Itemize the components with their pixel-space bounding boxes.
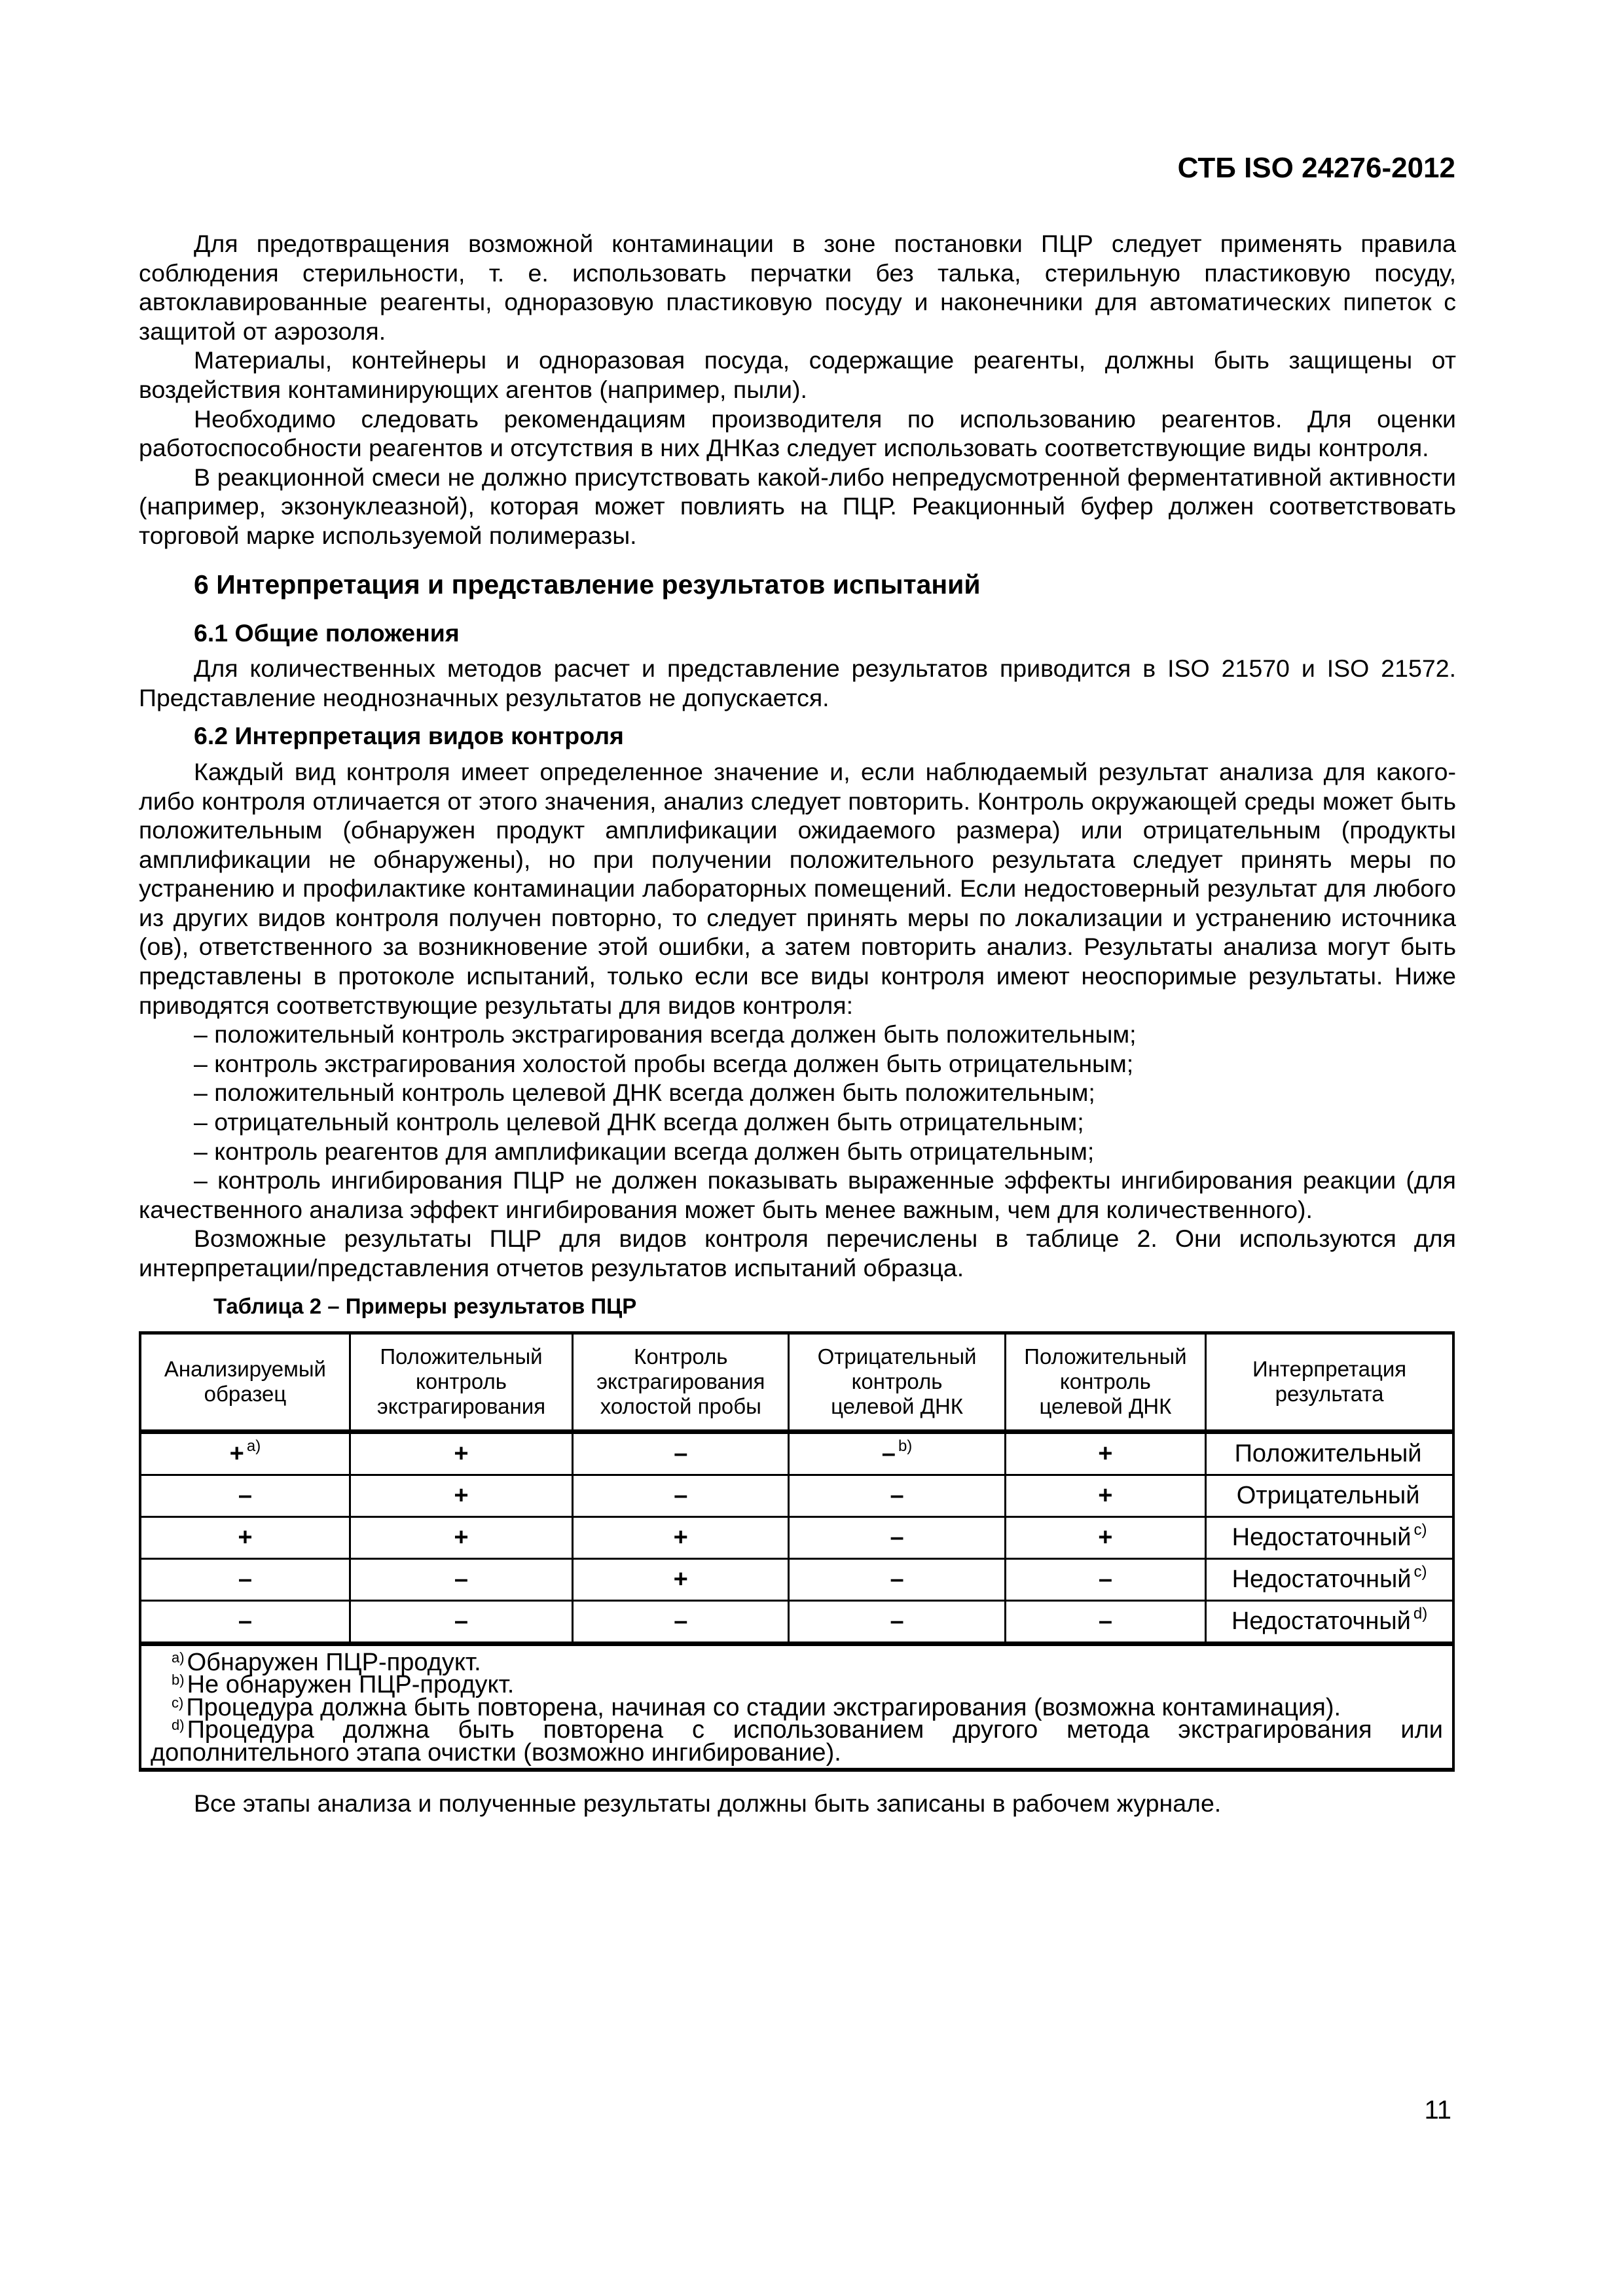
result-cell: –	[140, 1558, 350, 1600]
column-header: Положительный контроль экстрагирования	[350, 1333, 572, 1431]
result-cell: +	[140, 1516, 350, 1558]
footnote-mark: a)	[246, 1437, 261, 1456]
section-6-2-heading: 6.2 Интерпретация видов контроля	[194, 722, 624, 750]
result-cell: + $^{a)}$	[140, 1431, 350, 1475]
table-row	[140, 1600, 1453, 1643]
table-footnotes-row	[140, 1643, 1453, 1770]
result-cell: –	[350, 1558, 572, 1600]
result-cell: +	[1005, 1475, 1206, 1516]
result-cell: +	[573, 1516, 789, 1558]
result-cell: +	[573, 1558, 789, 1600]
footnote-mark: c)	[1413, 1563, 1427, 1581]
paragraph-contamination: Для предотвращения возможной контаминации в зоне постановки ПЦР следует применять правила соблюдения стерильности, т. е. использовать перчатки без талька, стерильную пластиковую посуду, автоклавированные реагенты, одноразовую пластиковую посуду и наконечники для автоматических пипеток с защитой от аэрозоля.	[139, 230, 1456, 345]
list-item: – положительный контроль экстрагирования всегда должен быть положительным;	[194, 1020, 1137, 1049]
result-cell: –	[140, 1600, 350, 1643]
table-row	[140, 1431, 1453, 1475]
column-header: Отрицательный контроль целевой ДНК	[789, 1333, 1005, 1431]
column-header: Анализируемый образец	[140, 1333, 350, 1431]
result-cell: –	[1005, 1558, 1206, 1600]
closing-text: Все этапы анализа и полученные результаты должны быть записаны в рабочем журнале.	[194, 1789, 1222, 1818]
column-header: Контроль экстрагирования холостой пробы	[573, 1333, 789, 1431]
footnote-mark: d)	[1413, 1605, 1428, 1623]
result-cell: +	[350, 1475, 572, 1516]
result-cell: –	[789, 1516, 1005, 1558]
result-cell: +	[1005, 1431, 1206, 1475]
standard-code-header: СТБ ISO 24276-2012	[1177, 152, 1455, 184]
result-cell: –	[573, 1475, 789, 1516]
footnote: $^{d)}$ Процедура должна быть повторена с использованием другого метода экстрагирования или дополнительного этапа очистки (возможно ингибирование).	[151, 1716, 1443, 1767]
footnote-mark: c)	[1413, 1521, 1427, 1539]
paragraph-reaction-mix: В реакционной смеси не должно присутствовать какой-либо непредусмотренной ферментативной активности (например, экзонуклеазной), которая может повлиять на ПЦР. Реакционный буфер должен соответствовать торговой марке используемой полимеразы.	[139, 463, 1456, 549]
result-cell: –	[789, 1600, 1005, 1643]
column-header: Интерпретация результата	[1206, 1333, 1453, 1431]
table-row	[140, 1558, 1453, 1600]
pcr-results-table	[139, 1331, 1455, 1772]
result-cell: –	[140, 1475, 350, 1516]
table-intro-text: Возможные результаты ПЦР для видов контроля перечислены в таблице 2. Они используются для интерпретации/представления отчетов результатов испытаний образца.	[139, 1225, 1456, 1282]
interpretation-cell: Положительный	[1206, 1431, 1453, 1475]
table-row	[140, 1475, 1453, 1516]
list-item: – контроль реагентов для амплификации всегда должен быть отрицательным;	[194, 1137, 1095, 1165]
result-cell: –	[1005, 1600, 1206, 1643]
control-requirements-list	[139, 1020, 1456, 1224]
column-header: Положительный контроль целевой ДНК	[1005, 1333, 1206, 1431]
result-cell: –	[573, 1431, 789, 1475]
result-cell: –	[789, 1558, 1005, 1600]
footnote: $^{c)}$ Процедура должна быть повторена, начиная со стадии экстрагирования (возможна контаминация).	[172, 1693, 1341, 1721]
page-content	[139, 229, 1456, 1818]
result-cell: – $^{b)}$	[789, 1431, 1005, 1475]
list-item: – отрицательный контроль целевой ДНК всегда должен быть отрицательным;	[194, 1108, 1084, 1136]
section-6-1-text: Для количественных методов расчет и представление результатов приводится в ISO 21570 и ISO 21572. Представление неоднозначных результатов не допускается.	[139, 655, 1456, 711]
list-item: – контроль экстрагирования холостой пробы всегда должен быть отрицательным;	[194, 1049, 1134, 1077]
result-cell: +	[350, 1516, 572, 1558]
interpretation-cell: Недостаточный $^{c)}$	[1206, 1558, 1453, 1600]
interpretation-cell: Отрицательный	[1206, 1475, 1453, 1516]
result-cell: –	[350, 1600, 572, 1643]
page-number: 11	[1424, 2096, 1451, 2125]
footnote-mark: b)	[898, 1437, 913, 1456]
section-6-heading: 6 Интерпретация и представление результатов испытаний	[194, 569, 981, 600]
footnote: $^{a)}$ Обнаружен ПЦР-продукт.	[172, 1648, 481, 1676]
section-6-2-text: Каждый вид контроля имеет определенное значение и, если наблюдаемый результат анализа для какого-либо контроля отличается от этого значения, анализ следует повторить. Контроль окружающей среды может быть положительным (обнаружен продукт амплификации ожидаемого размера) или отрицательным (продукты амплификации не обнаружены), но при получении положительного результата следует принять меры по устранению и профилактике контаминации лабораторных помещений. Если недостоверный результат для любого из других видов контроля получен повторно, то следует принять меры по локализации и устранению источника (ов), ответственного за возникновение этой ошибки, а затем повторить анализ. Результаты анализа могут быть представлены в протоколе испытаний, только если все виды контроля имеют неоспоримые результаты. Ниже приводятся соответствующие результаты для видов контроля:	[139, 757, 1456, 1019]
table-row	[140, 1516, 1453, 1558]
result-cell: –	[573, 1600, 789, 1643]
interpretation-cell: Недостаточный $^{c)}$	[1206, 1516, 1453, 1558]
paragraph-materials: Материалы, контейнеры и одноразовая посуда, содержащие реагенты, должны быть защищены от воздействия контаминирующих агентов (например, пыли).	[139, 346, 1456, 403]
footnote: $^{b)}$ Не обнаружен ПЦР-продукт.	[172, 1671, 515, 1699]
list-item: – контроль ингибирования ПЦР не должен показывать выраженные эффекты ингибирования реакции (для качественного анализа эффект ингибирования может быть менее важным, чем для количественного).	[139, 1166, 1456, 1223]
section-6-1-heading: 6.1 Общие положения	[194, 619, 460, 647]
paragraph-manufacturer: Необходимо следовать рекомендациям производителя по использованию реагентов. Для оценки работоспособности реагентов и отсутствия в них ДНКаз следует использовать соответствующие виды контроля.	[139, 404, 1456, 462]
result-cell: +	[350, 1431, 572, 1475]
result-cell: –	[789, 1475, 1005, 1516]
list-item: – положительный контроль целевой ДНК всегда должен быть положительным;	[194, 1079, 1095, 1107]
table-caption: Таблица 2 – Примеры результатов ПЦР	[213, 1293, 637, 1318]
result-cell: +	[1005, 1516, 1206, 1558]
table-header-row	[140, 1333, 1453, 1431]
interpretation-cell: Недостаточный $^{d)}$	[1206, 1600, 1453, 1643]
table-footnotes	[140, 1643, 1453, 1770]
